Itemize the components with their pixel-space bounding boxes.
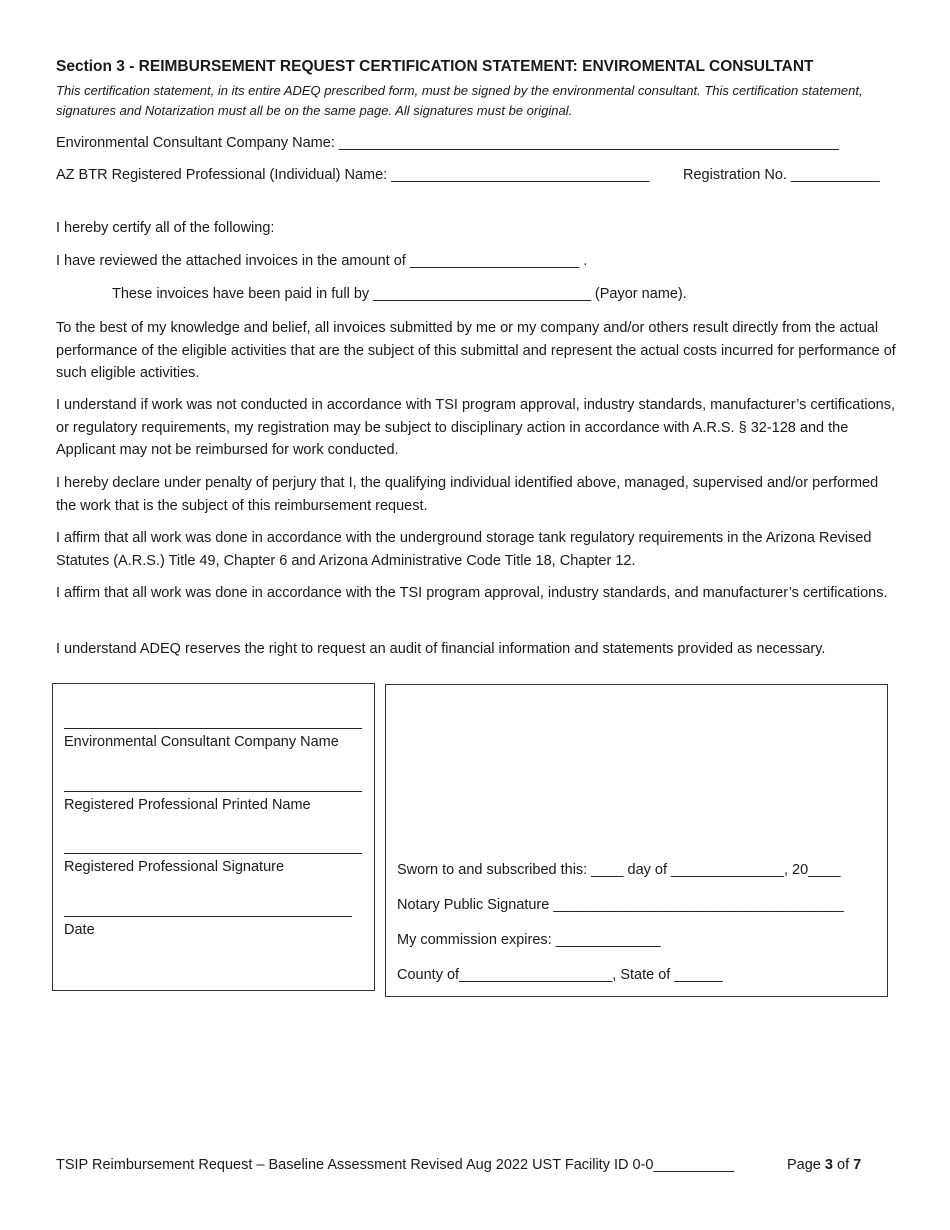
printed-name-label: Registered Professional Printed Name bbox=[64, 797, 311, 813]
section-instructions: This certification statement, in its entire ADEQ prescribed form, must be signed by the environmental consultant. This certification statement, signatures and Notarization must all be on the same page. All signatures must be original. bbox=[56, 83, 863, 118]
commission-expires-field[interactable]: My commission expires: _____________ bbox=[397, 932, 661, 948]
statement-perjury: I hereby declare under penalty of perjury that I, the qualifying individual identified above, managed, supervised and/or performed the work that is the subject of this reimbursement request. bbox=[56, 475, 879, 514]
date-label: Date bbox=[64, 922, 95, 938]
professional-signature-label: Registered Professional Signature bbox=[64, 859, 285, 875]
section-heading: Section 3 - REIMBURSEMENT REQUEST CERTIFICATION STATEMENT: ENVIROMENTAL CONSULTANT bbox=[56, 58, 814, 75]
page-prefix: Page bbox=[787, 1157, 821, 1173]
footer-page-number bbox=[787, 1157, 861, 1173]
notary-box bbox=[385, 684, 888, 997]
notary-signature-field[interactable]: Notary Public Signature ____________________________________ bbox=[397, 897, 844, 913]
date-signature-line[interactable] bbox=[64, 916, 352, 917]
statement-disciplinary: I understand if work was not conducted in accordance with TSI program approval, industry standards, manufacturer’s certifications, or regulatory requirements, my registration may be subject to disciplinary action in accordance with A.R.S. § 32-128 and the Applicant may not be reimbursed for work conducted. bbox=[56, 397, 896, 458]
sworn-subscribed-field[interactable]: Sworn to and subscribed this: ____ day of ______________, 20____ bbox=[397, 862, 841, 878]
signature-box bbox=[52, 683, 375, 991]
page-total: 7 bbox=[853, 1157, 862, 1173]
certify-intro: I hereby certify all of the following: bbox=[56, 220, 275, 236]
statement-tsi-approval: I affirm that all work was done in accordance with the TSI program approval, industry standards, and manufacturer’s certifications. bbox=[56, 585, 888, 601]
printed-name-signature-line[interactable] bbox=[64, 791, 362, 792]
company-name-field[interactable]: Environmental Consultant Company Name: ______________________________________________________________ bbox=[56, 135, 839, 151]
company-name-label: Environmental Consultant Company Name bbox=[64, 734, 339, 750]
statement-audit: I understand ADEQ reserves the right to request an audit of financial information and statements provided as necessary. bbox=[56, 641, 826, 657]
company-name-signature-line[interactable] bbox=[64, 728, 362, 729]
paid-by-field[interactable]: These invoices have been paid in full by ___________________________ (Payor name). bbox=[112, 286, 687, 302]
page-of: of bbox=[837, 1157, 850, 1173]
statement-knowledge: To the best of my knowledge and belief, all invoices submitted by me or my company and/or others result directly from the actual performance of the eligible activities that are the subject of this submittal and represent the actual costs incurred for performance of such eligible activities. bbox=[56, 320, 896, 381]
footer-document-info: TSIP Reimbursement Request – Baseline Assessment Revised Aug 2022 UST Facility ID 0-0__________ bbox=[56, 1157, 735, 1173]
statement-regulatory: I affirm that all work was done in accordance with the underground storage tank regulatory requirements in the Arizona Revised Statutes (A.R.S.) Title 49, Chapter 6 and Arizona Administrative Code Title 18, Chapter 12. bbox=[56, 530, 872, 569]
professional-signature-line[interactable] bbox=[64, 853, 362, 854]
registration-no-field[interactable]: Registration No. ___________ bbox=[683, 167, 880, 183]
professional-name-field[interactable]: AZ BTR Registered Professional (Individual) Name: ________________________________ bbox=[56, 167, 650, 183]
county-state-field[interactable]: County of___________________, State of ______ bbox=[397, 967, 723, 983]
invoices-amount-field[interactable]: I have reviewed the attached invoices in the amount of _____________________ . bbox=[56, 253, 588, 269]
page-current: 3 bbox=[824, 1157, 833, 1173]
